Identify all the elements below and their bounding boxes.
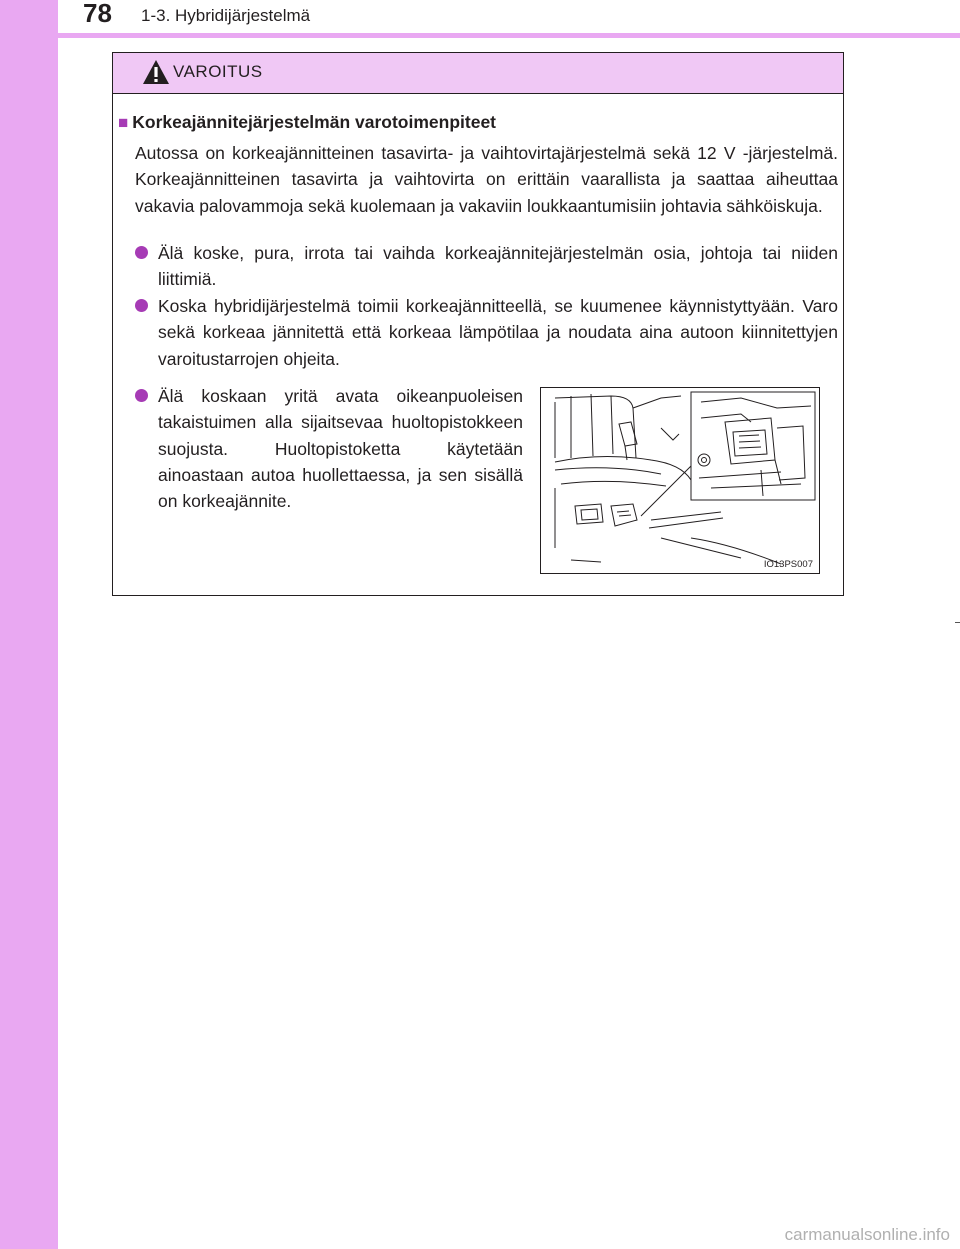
warning-box	[112, 52, 844, 596]
subsection-heading	[118, 112, 838, 133]
bullet-dot-icon	[135, 389, 148, 402]
page-number: 78	[83, 0, 112, 28]
square-bullet-icon: ■	[118, 113, 129, 132]
side-color-band	[0, 0, 58, 1249]
service-plug-illustration	[540, 387, 820, 574]
warning-header	[113, 53, 843, 94]
list-item	[135, 240, 838, 293]
list-item	[135, 293, 838, 372]
section-title: 1-3. Hybridijärjestelmä	[141, 6, 311, 25]
illustration-code: IO13PS007	[763, 559, 813, 570]
warning-triangle-icon	[142, 59, 170, 85]
list-item-text: Älä koske, pura, irrota tai vaihda korkeajännitejärjestelmän osia, johtoja tai niiden liittimiä.	[158, 243, 838, 290]
rear-seat-drawing	[541, 388, 820, 574]
list-item-text: Koska hybridijärjestelmä toimii korkeajännitteellä, se kuumenee käynnistyttyään. Varo sekä korkeaa jännitettä että korkeaa lämpötilaa ja noudata aina autoon kiinnitettyjen varoitustarrojen ohjeita.	[158, 296, 838, 369]
subsection-heading-text: Korkeajännitejärjestelmän varotoimenpiteet	[132, 112, 497, 132]
warning-label: VAROITUS	[173, 62, 263, 81]
bullet-dot-icon	[135, 246, 148, 259]
bullet-dot-icon	[135, 299, 148, 312]
margin-tick	[955, 622, 960, 623]
list-item-text: Älä koskaan yritä avata oikeanpuoleisen takaistuimen alla sijaitsevaa huoltopistokkeen suojusta. Huoltopistoketta käytetään ainoastaan autoa huollettaessa, ja sen sisällä on korkeajännite.	[158, 386, 523, 512]
header-rule	[0, 33, 960, 38]
intro-paragraph: Autossa on korkeajännitteinen tasavirta- ja vaihtovirtajärjestelmä sekä 12 V -järjestelmä. Korkeajännitteinen tasavirta ja vaihtovirta on erittäin vaarallista ja saattaa aiheuttaa vakavia palovammoja sekä kuolemaan ja vakaviin loukkaantumisiin johtavia sähköiskuja.	[135, 143, 838, 216]
list-item	[135, 383, 523, 514]
watermark: carmanualsonline.info	[784, 1225, 950, 1244]
